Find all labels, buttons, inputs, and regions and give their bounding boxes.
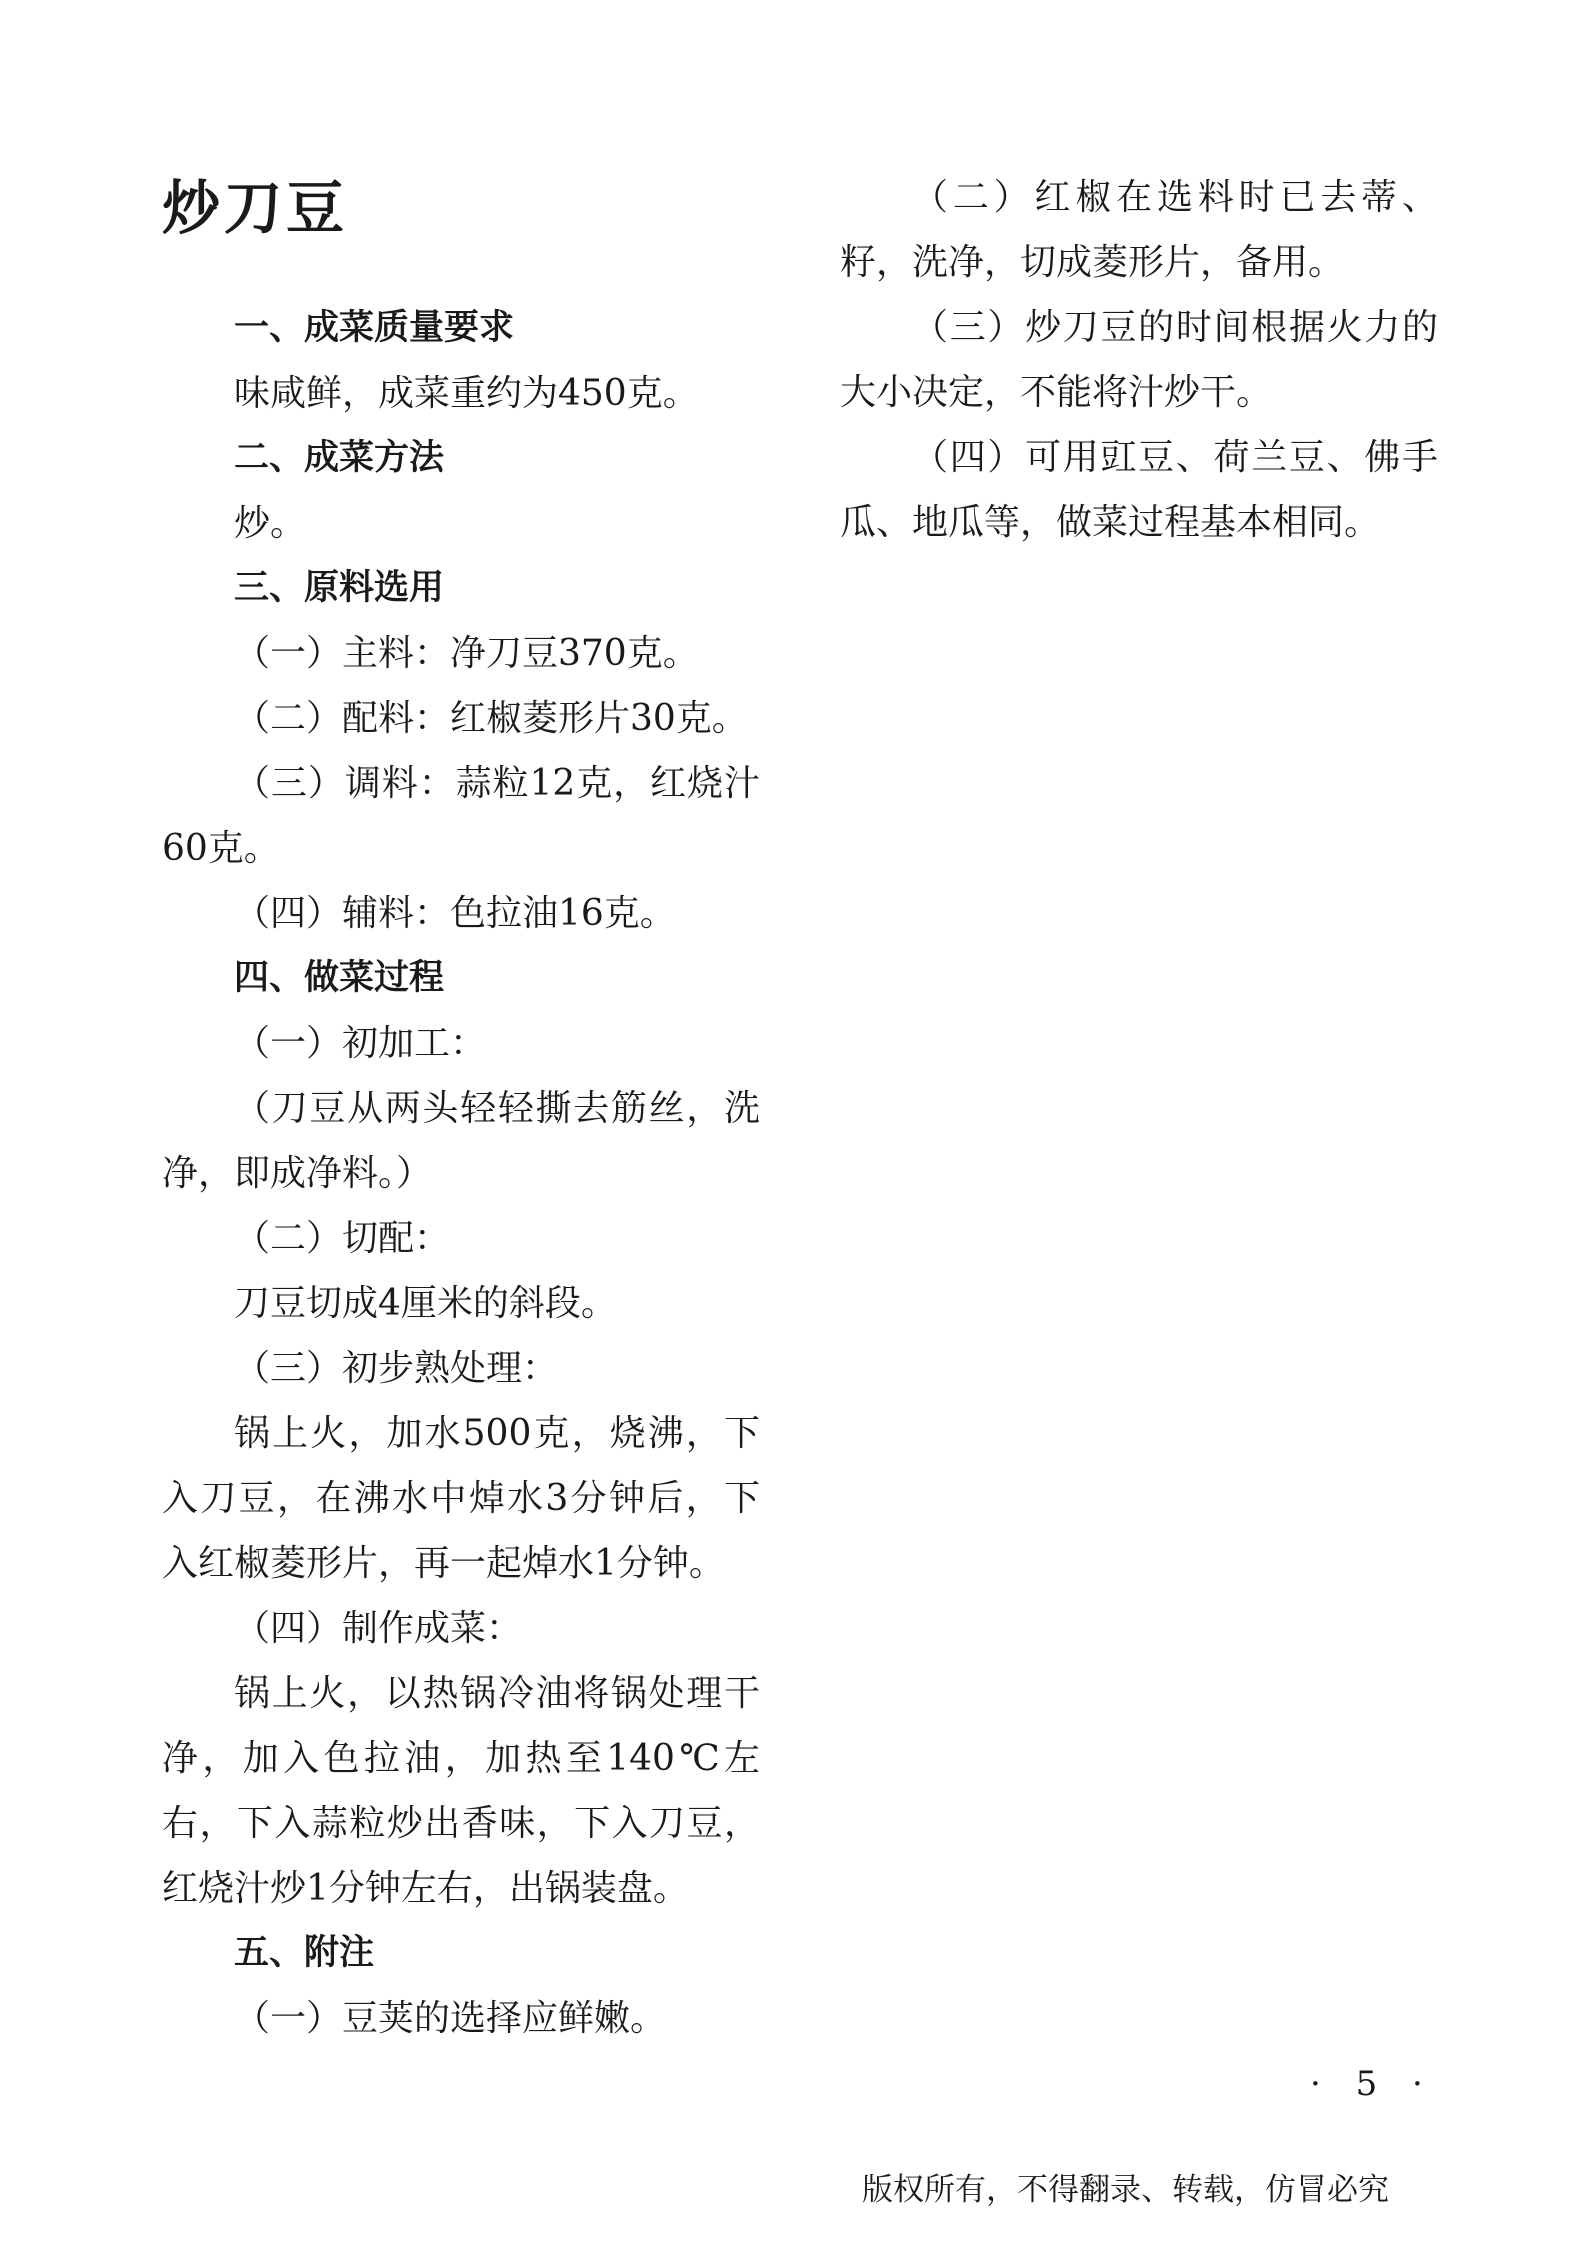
paragraph: 刀豆切成4厘米的斜段。 [234, 1283, 617, 1324]
paragraph: （四）可用豇豆、荷兰豆、佛手瓜、地瓜等，做菜过程基本相同。 [840, 437, 1438, 543]
paragraph: 锅上火，加水500克，烧沸，下入刀豆，在沸水中焯水3分钟后，下入红椒菱形片，再一起焯水1分钟。 [162, 1413, 760, 1584]
paragraph: （二）切配： [234, 1218, 451, 1259]
recipe-title: 炒刀豆 [162, 174, 349, 242]
paragraph: 炒。 [234, 503, 307, 544]
paragraph: （一）豆荚的选择应鲜嫩。 [234, 1998, 667, 2039]
copyright-footer: 版权所有，不得翻录、转载，仿冒必究 [862, 2172, 1389, 2208]
section-heading: 四、做菜过程 [234, 958, 445, 998]
paragraph: （四）制作成菜： [234, 1608, 523, 1649]
paragraph: 味咸鲜，成菜重约为450克。 [234, 373, 699, 414]
paragraph: （一）主料：净刀豆370克。 [234, 633, 699, 674]
paragraph: 锅上火，以热锅冷油将锅处理干净，加入色拉油，加热至140℃左右，下入蒜粒炒出香味，下入刀豆，红烧汁炒1分钟左右，出锅装盘。 [162, 1673, 760, 1909]
paragraph: （三）调料：蒜粒12克，红烧汁60克。 [162, 763, 760, 869]
paragraph: （刀豆从两头轻轻撕去筋丝，洗净，即成净料。） [162, 1088, 760, 1194]
section-heading: 二、成菜方法 [234, 438, 445, 478]
paragraph: （四）辅料：色拉油16克。 [234, 893, 676, 934]
paragraph: （三）初步熟处理： [234, 1348, 559, 1389]
section-heading: 一、成菜质量要求 [234, 308, 515, 348]
left-column [162, 296, 760, 2051]
paragraph: （三）炒刀豆的时间根据火力的大小决定，不能将汁炒干。 [840, 307, 1438, 413]
paragraph: （二）配料：红椒菱形片30克。 [234, 698, 748, 739]
section-heading: 五、附注 [234, 1933, 375, 1973]
section-heading: 三、原料选用 [234, 568, 445, 608]
paragraph: （二）红椒在选料时已去蒂、籽，洗净，切成菱形片，备用。 [840, 177, 1438, 283]
page-number: · 5 · [1310, 2064, 1435, 2104]
right-column [840, 165, 1438, 555]
paragraph: （一）初加工： [234, 1023, 487, 1064]
